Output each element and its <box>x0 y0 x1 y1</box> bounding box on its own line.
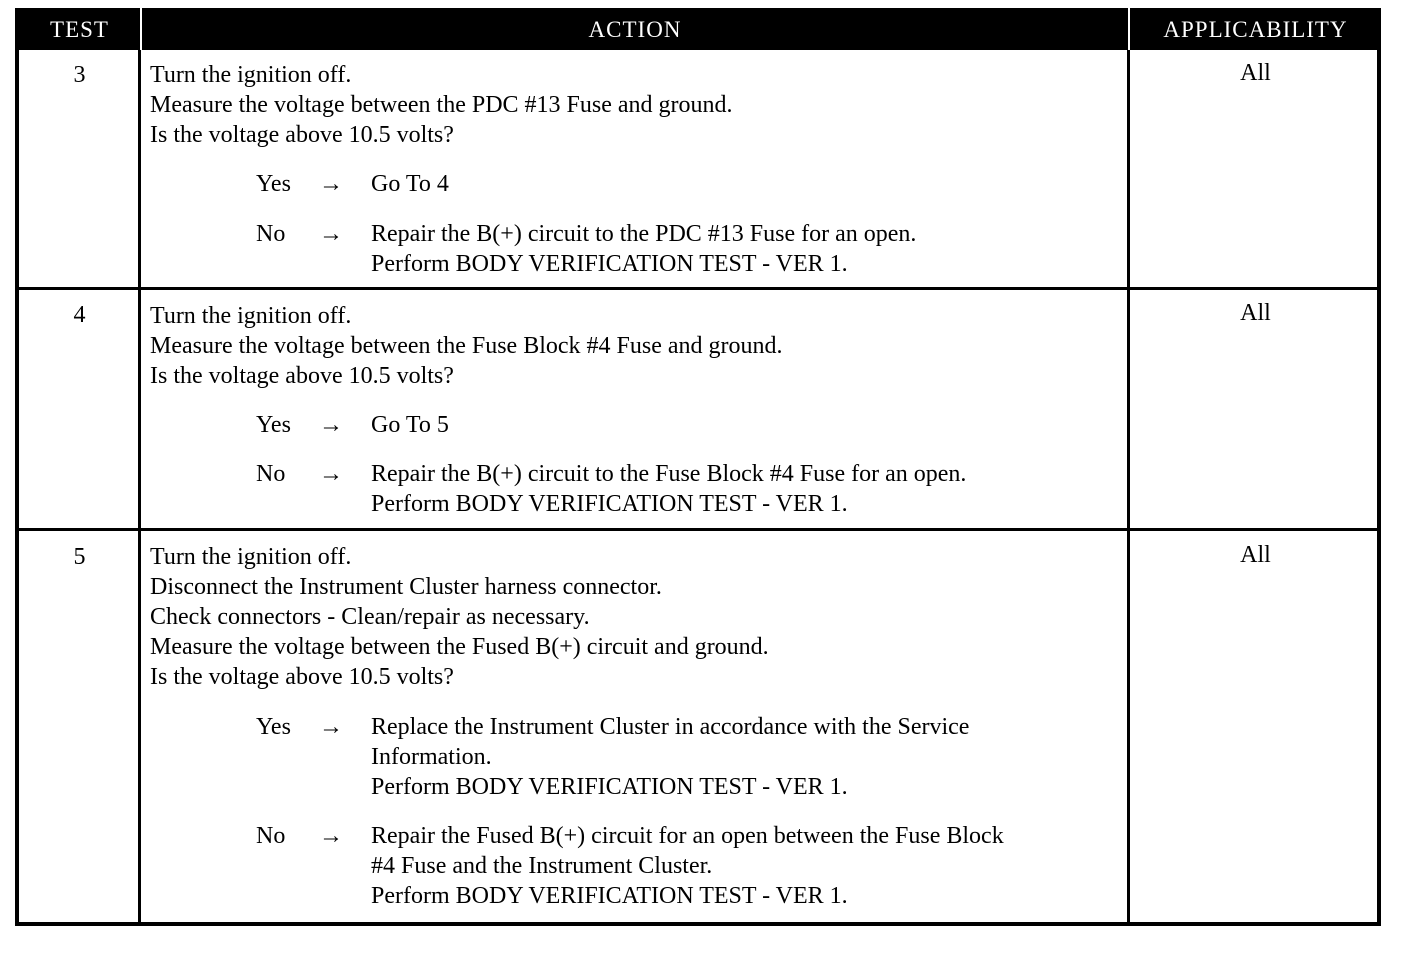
test-number: 4 <box>73 302 86 328</box>
step-text: Turn the ignition off. <box>150 303 352 329</box>
header-action: ACTION <box>588 17 682 42</box>
arrow-icon: → <box>319 461 343 487</box>
no-result: Repair the B(+) circuit to the PDC #13 Fuse for an open. <box>371 221 917 247</box>
yes-result: Replace the Instrument Cluster in accordance with the Service <box>371 714 970 740</box>
no-label: No <box>256 221 286 247</box>
arrow-icon: → <box>319 221 343 247</box>
header-applicability: APPLICABILITY <box>1163 17 1348 42</box>
diagnostic-table <box>15 8 1381 926</box>
row-divider <box>19 528 1381 531</box>
no-result: Perform BODY VERIFICATION TEST - VER 1. <box>371 883 848 909</box>
yes-result: Information. <box>371 744 492 770</box>
yes-label: Yes <box>256 171 291 197</box>
yes-result: Go To 4 <box>371 171 449 197</box>
applicability-value: All <box>1240 542 1271 568</box>
arrow-icon: → <box>319 171 343 197</box>
no-label: No <box>256 823 286 849</box>
yes-result: Perform BODY VERIFICATION TEST - VER 1. <box>371 774 848 800</box>
test-number: 5 <box>73 544 86 570</box>
column-divider <box>138 50 141 922</box>
step-text: Is the voltage above 10.5 volts? <box>150 664 454 690</box>
no-label: No <box>256 461 286 487</box>
no-result: Repair the Fused B(+) circuit for an open between the Fuse Block <box>371 823 1004 849</box>
applicability-value: All <box>1240 60 1271 86</box>
no-result: Repair the B(+) circuit to the Fuse Block #4 Fuse for an open. <box>371 461 967 487</box>
no-result: #4 Fuse and the Instrument Cluster. <box>371 853 713 879</box>
step-text: Turn the ignition off. <box>150 62 352 88</box>
yes-label: Yes <box>256 714 291 740</box>
step-text: Measure the voltage between the Fused B(+) circuit and ground. <box>150 634 769 660</box>
test-number: 3 <box>73 62 86 88</box>
yes-result: Go To 5 <box>371 412 449 438</box>
step-text: Disconnect the Instrument Cluster harness connector. <box>150 574 662 600</box>
no-result: Perform BODY VERIFICATION TEST - VER 1. <box>371 491 848 517</box>
step-text: Is the voltage above 10.5 volts? <box>150 363 454 389</box>
column-divider <box>1127 50 1130 922</box>
step-text: Turn the ignition off. <box>150 544 352 570</box>
no-result: Perform BODY VERIFICATION TEST - VER 1. <box>371 251 848 277</box>
arrow-icon: → <box>319 714 343 740</box>
yes-label: Yes <box>256 412 291 438</box>
step-text: Measure the voltage between the PDC #13 Fuse and ground. <box>150 92 733 118</box>
step-text: Is the voltage above 10.5 volts? <box>150 122 454 148</box>
step-text: Measure the voltage between the Fuse Block #4 Fuse and ground. <box>150 333 783 359</box>
arrow-icon: → <box>319 412 343 438</box>
applicability-value: All <box>1240 300 1271 326</box>
arrow-icon: → <box>319 823 343 849</box>
header-test: TEST <box>50 17 109 42</box>
row-divider <box>19 287 1381 290</box>
table-header <box>19 8 1381 50</box>
step-text: Check connectors - Clean/repair as necessary. <box>150 604 590 630</box>
